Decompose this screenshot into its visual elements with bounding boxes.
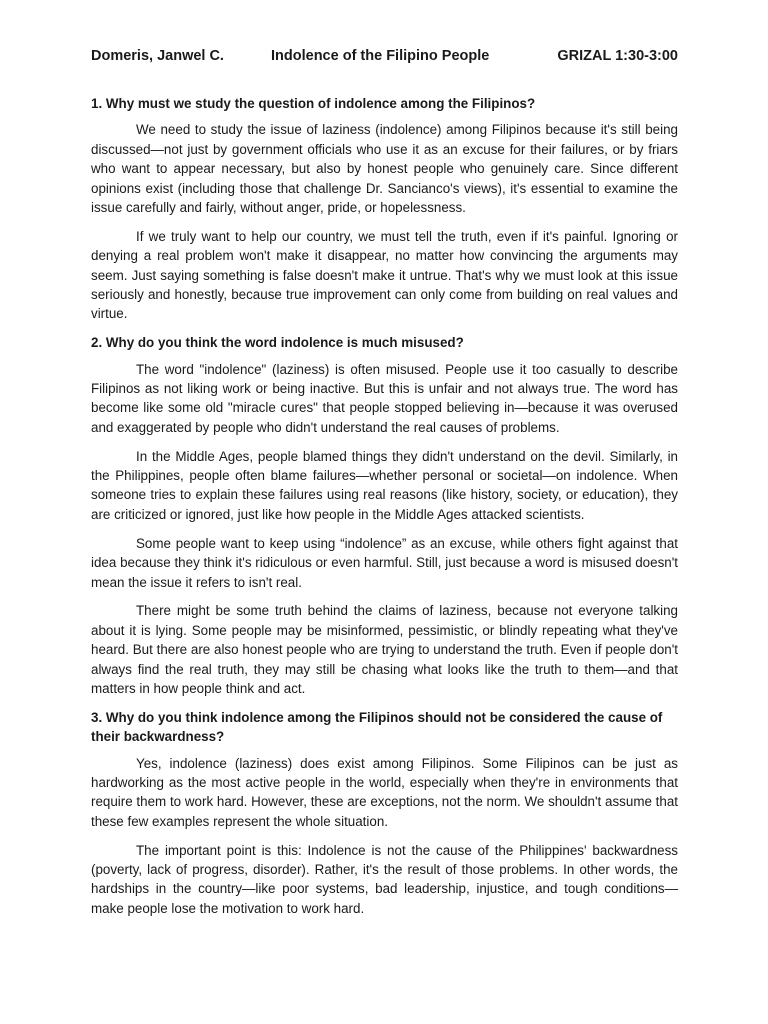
answer-3-paragraph-2: The important point is this: Indolence is not the cause of the Philippines' backwardness (poverty, lack of progress, disorder). Rather, it's the result of those problems. In other words, the hardships in the country—like poor systems, bad leadership, injustice, and tough conditions—make people lose the motivation to work hard.	[91, 842, 678, 916]
document-header	[91, 46, 678, 66]
author-name: Domeris, Janwel C.	[91, 48, 224, 64]
question-1: 1. Why must we study the question of indolence among the Filipinos?	[91, 96, 536, 111]
question-2: 2. Why do you think the word indolence is much misused?	[91, 335, 464, 351]
answer-2-paragraph-2: In the Middle Ages, people blamed things they didn't understand on the devil. Similarly, in the Philippines, people often blame failures—whether personal or societal—on indolence. When someone tries to explain these failures using real reasons (like history, society, or education), they are criticized or ignored, just like how people in the Middle Ages attacked scientists.	[91, 448, 678, 522]
answer-3-paragraph-1: Yes, indolence (laziness) does exist among Filipinos. Some Filipinos can be just as hardworking as the most active people in the world, especially when they're in environments that require them to work hard. However, these are exceptions, not the norm. We shouldn't assume that these few examples represent the whole situation.	[91, 755, 678, 829]
class-schedule: GRIZAL 1:30-3:00	[557, 48, 678, 64]
document-page	[91, 0, 678, 918]
answer-1-paragraph-1: We need to study the issue of laziness (indolence) among Filipinos because it's still being discussed—not just by government officials who use it as an excuse for their failures, or by friars who want to appear necessary, but also by honest people who genuinely care. Since different opinions exist (including those that challenge Dr. Sancianco's views), it's essential to examine the issue carefully and fairly, without anger, pride, or hopelessness.	[91, 122, 678, 216]
answer-2-paragraph-1: The word "indolence" (laziness) is often misused. People use it too casually to describe Filipinos as not liking work or being inactive. But this is unfair and not always true. The word has become like some old "miracle cures" that people stopped believing in—because it was overused and exaggerated by people who didn't understand the real causes of problems.	[91, 361, 678, 435]
answer-1-paragraph-2: If we truly want to help our country, we must tell the truth, even if it's painful. Ignoring or denying a real problem won't make it disappear, no matter how convincing the arguments may seem. Just saying something is false doesn't make it untrue. That's why we must look at this issue seriously and honestly, because true improvement can only come from building on real values and virtue.	[91, 228, 678, 322]
answer-2-paragraph-4: There might be some truth behind the claims of laziness, because not everyone talking about it is lying. Some people may be misinformed, pessimistic, or blindly repeating what they've heard. But there are also honest people who are trying to understand the truth. Even if people don't always find the real truth, they may still be chasing what looks like the truth to them—and that matters in how people think and act.	[91, 603, 678, 696]
question-3: 3. Why do you think indolence among the Filipinos should not be considered the cause of their backwardness?	[91, 709, 663, 745]
answer-2-paragraph-3: Some people want to keep using “indolence” as an excuse, while others fight against that idea because they think it's ridiculous or even harmful. Still, just because a word is misused doesn't mean the issue it refers to isn't real.	[91, 535, 678, 590]
document-title: Indolence of the Filipino People	[271, 48, 490, 64]
